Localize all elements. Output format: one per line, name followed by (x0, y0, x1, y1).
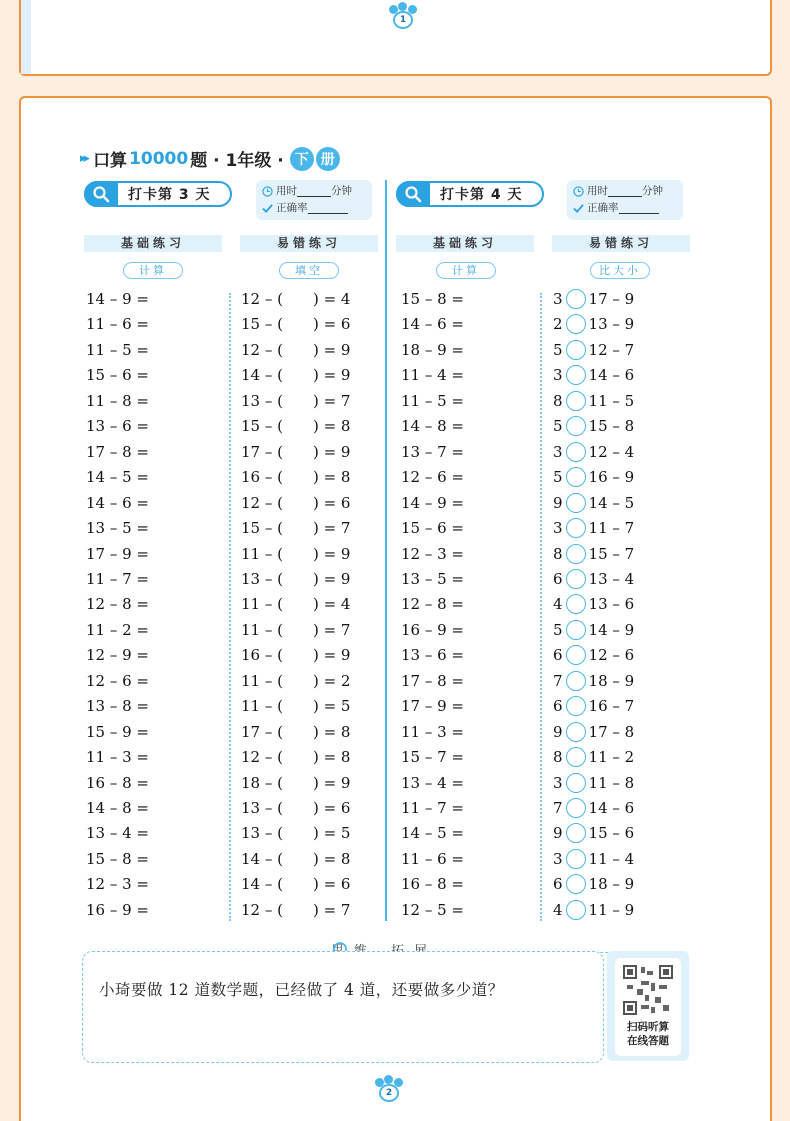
equation: 16 – 8 = (401, 875, 465, 893)
compare-row (553, 518, 634, 538)
equation: 14 – 6 = (86, 494, 150, 512)
equation: 13 – 7 = (401, 443, 465, 461)
section-heading: 易错练习 (240, 235, 378, 252)
clock-icon (262, 186, 273, 197)
compare-row (553, 569, 634, 589)
compare-row (553, 314, 634, 334)
equation: 14 – 5 = (401, 824, 465, 842)
equation: 11 – 2 = (86, 621, 150, 639)
fill-in-equation: 11 – ( ) = 7 (241, 621, 351, 639)
answer-circle[interactable] (566, 849, 586, 869)
answer-circle[interactable] (566, 645, 586, 665)
volume-badge: 册 (316, 147, 340, 171)
timing-box (256, 180, 372, 220)
fill-in-equation: 12 – ( ) = 7 (241, 901, 351, 919)
equation: 15 – 8 = (401, 290, 465, 308)
fill-in-equation: 15 – ( ) = 8 (241, 417, 351, 435)
timing-box (567, 180, 683, 220)
qr-caption (615, 1020, 681, 1048)
compare-left: 7 (553, 799, 563, 817)
compare-row (553, 645, 634, 665)
answer-circle[interactable] (566, 442, 586, 462)
equation: 12 – 5 = (401, 901, 465, 919)
equation: 11 – 3 = (86, 748, 150, 766)
paw-page-number-top (385, 2, 421, 32)
compare-row (553, 594, 634, 614)
column-divider (540, 293, 542, 921)
equation: 13 – 6 = (86, 417, 150, 435)
check-icon (262, 203, 273, 214)
compare-left: 5 (553, 621, 563, 639)
answer-circle[interactable] (566, 569, 586, 589)
time-unit: 分钟 (331, 185, 352, 197)
compare-left: 5 (553, 417, 563, 435)
answer-circle[interactable] (566, 314, 586, 334)
accuracy-blank[interactable] (619, 204, 659, 214)
answer-circle[interactable] (566, 416, 586, 436)
fill-in-equation: 15 – ( ) = 6 (241, 315, 351, 333)
equation: 11 – 5 = (401, 392, 465, 410)
compare-row (553, 798, 634, 818)
compare-right: 14 – 6 (588, 366, 635, 384)
equation: 15 – 8 = (86, 850, 150, 868)
fill-in-equation: 16 – ( ) = 9 (241, 646, 351, 664)
compare-row (553, 391, 634, 411)
answer-circle[interactable] (566, 874, 586, 894)
compare-left: 4 (553, 901, 563, 919)
section-tag: 计算 (436, 262, 496, 279)
compare-right: 17 – 8 (588, 723, 635, 741)
answer-circle[interactable] (566, 671, 586, 691)
compare-row (553, 467, 634, 487)
compare-row (553, 671, 634, 691)
day-divider (385, 180, 387, 921)
answer-circle[interactable] (566, 289, 586, 309)
compare-row (553, 696, 634, 716)
answer-circle[interactable] (566, 518, 586, 538)
fill-in-equation: 11 – ( ) = 9 (241, 545, 351, 563)
answer-circle[interactable] (566, 340, 586, 360)
page-number: 1 (393, 11, 413, 29)
answer-circle[interactable] (566, 722, 586, 742)
qr-card (615, 958, 681, 1056)
volume-badge: 下 (290, 147, 314, 171)
fill-in-equation: 14 – ( ) = 8 (241, 850, 351, 868)
section-tag: 计算 (123, 262, 183, 279)
section-heading: 基础练习 (84, 235, 222, 252)
compare-row (553, 773, 634, 793)
compare-row (553, 340, 634, 360)
fill-in-equation: 13 – ( ) = 7 (241, 392, 351, 410)
fill-in-equation: 11 – ( ) = 5 (241, 697, 351, 715)
word-problem: 小琦要做 12 道数学题，已经做了 4 道，还要做多少道？ (99, 981, 504, 999)
compare-left: 4 (553, 595, 563, 613)
fill-in-equation: 16 – ( ) = 8 (241, 468, 351, 486)
equation: 12 – 8 = (86, 595, 150, 613)
equation: 14 – 6 = (401, 315, 465, 333)
day-checkin-pill (84, 181, 232, 207)
compare-left: 8 (553, 748, 563, 766)
day-label: 打卡第 3 天 (128, 187, 211, 203)
compare-right: 13 – 6 (588, 595, 635, 613)
page-title (80, 146, 340, 171)
time-blank[interactable] (297, 187, 331, 197)
equation: 15 – 7 = (401, 748, 465, 766)
equation: 12 – 3 = (86, 875, 150, 893)
fill-in-equation: 14 – ( ) = 6 (241, 875, 351, 893)
fill-in-equation: 13 – ( ) = 6 (241, 799, 351, 817)
day-label: 打卡第 4 天 (440, 187, 523, 203)
day-checkin-pill (396, 181, 544, 207)
equation: 17 – 8 = (401, 672, 465, 690)
column-divider (229, 293, 231, 921)
page-edge-strip (21, 0, 31, 74)
compare-row (553, 722, 634, 742)
fill-in-equation: 14 – ( ) = 9 (241, 366, 351, 384)
answer-circle[interactable] (566, 823, 586, 843)
compare-row (553, 823, 634, 843)
answer-circle[interactable] (566, 467, 586, 487)
search-icon (84, 181, 118, 207)
search-icon (396, 181, 430, 207)
compare-row (553, 442, 634, 462)
compare-left: 3 (553, 519, 563, 537)
compare-right: 11 – 5 (588, 392, 635, 410)
fill-in-equation: 15 – ( ) = 7 (241, 519, 351, 537)
compare-left: 3 (553, 290, 563, 308)
compare-right: 15 – 6 (588, 824, 635, 842)
compare-right: 14 – 9 (588, 621, 635, 639)
compare-right: 11 – 8 (588, 774, 635, 792)
compare-left: 8 (553, 392, 563, 410)
compare-left: 2 (553, 315, 563, 333)
section-tag: 比大小 (590, 262, 650, 279)
compare-left: 7 (553, 672, 563, 690)
equation: 11 – 6 = (86, 315, 150, 333)
compare-right: 12 – 7 (588, 341, 635, 359)
compare-left: 5 (553, 468, 563, 486)
compare-right: 11 – 4 (588, 850, 635, 868)
compare-right: 11 – 2 (588, 748, 635, 766)
equation: 11 – 7 = (86, 570, 150, 588)
compare-row (553, 849, 634, 869)
compare-right: 13 – 9 (588, 315, 635, 333)
equation: 16 – 8 = (86, 774, 150, 792)
answer-circle[interactable] (566, 900, 586, 920)
compare-right: 15 – 8 (588, 417, 635, 435)
equation: 16 – 9 = (86, 901, 150, 919)
compare-left: 9 (553, 824, 563, 842)
equation: 18 – 9 = (401, 341, 465, 359)
compare-left: 9 (553, 494, 563, 512)
answer-circle[interactable] (566, 493, 586, 513)
clock-icon (573, 186, 584, 197)
compare-row (553, 747, 634, 767)
equation: 11 – 4 = (401, 366, 465, 384)
fill-in-equation: 12 – ( ) = 4 (241, 290, 351, 308)
compare-left: 6 (553, 875, 563, 893)
answer-circle[interactable] (566, 391, 586, 411)
time-unit: 分钟 (642, 185, 663, 197)
time-label: 用时 (587, 185, 608, 197)
answer-circle[interactable] (566, 747, 586, 767)
fill-in-equation: 18 – ( ) = 9 (241, 774, 351, 792)
compare-left: 6 (553, 646, 563, 664)
compare-right: 12 – 4 (588, 443, 635, 461)
equation: 11 – 7 = (401, 799, 465, 817)
equation: 11 – 5 = (86, 341, 150, 359)
qr-caption-line: 在线答题 (627, 1035, 669, 1047)
answer-circle[interactable] (566, 544, 586, 564)
compare-right: 11 – 9 (588, 901, 635, 919)
compare-left: 3 (553, 366, 563, 384)
equation: 17 – 8 = (86, 443, 150, 461)
answer-circle[interactable] (566, 798, 586, 818)
equation: 12 – 9 = (86, 646, 150, 664)
compare-right: 18 – 9 (588, 672, 635, 690)
compare-left: 9 (553, 723, 563, 741)
compare-row (553, 874, 634, 894)
equation: 15 – 6 = (86, 366, 150, 384)
equation: 11 – 8 = (86, 392, 150, 410)
compare-left: 5 (553, 341, 563, 359)
compare-right: 12 – 6 (588, 646, 635, 664)
equation: 11 – 6 = (401, 850, 465, 868)
equation: 13 – 4 = (401, 774, 465, 792)
compare-right: 14 – 5 (588, 494, 635, 512)
equation: 15 – 9 = (86, 723, 150, 741)
fill-in-equation: 11 – ( ) = 2 (241, 672, 351, 690)
equation: 14 – 5 = (86, 468, 150, 486)
thinking-question-box (82, 951, 604, 1063)
compare-right: 16 – 7 (588, 697, 635, 715)
equation: 12 – 6 = (401, 468, 465, 486)
equation: 13 – 4 = (86, 824, 150, 842)
compare-row (553, 416, 634, 436)
fill-in-equation: 13 – ( ) = 9 (241, 570, 351, 588)
answer-circle[interactable] (566, 620, 586, 640)
title-suffix: 题 · 1年级 · (190, 151, 284, 171)
equation: 12 – 8 = (401, 595, 465, 613)
compare-row (553, 365, 634, 385)
equation: 17 – 9 = (401, 697, 465, 715)
section-heading: 基础练习 (396, 235, 534, 252)
equation: 13 – 5 = (86, 519, 150, 537)
equation: 12 – 3 = (401, 545, 465, 563)
compare-right: 11 – 7 (588, 519, 635, 537)
compare-row (553, 493, 634, 513)
compare-left: 6 (553, 697, 563, 715)
compare-right: 13 – 4 (588, 570, 635, 588)
compare-right: 14 – 6 (588, 799, 635, 817)
qr-caption-line: 扫码听算 (627, 1021, 669, 1033)
paw-page-number-bottom (371, 1075, 407, 1105)
answer-circle[interactable] (566, 365, 586, 385)
fill-in-equation: 12 – ( ) = 9 (241, 341, 351, 359)
accuracy-label: 正确率 (276, 202, 308, 214)
qr-panel (607, 951, 689, 1061)
compare-right: 15 – 7 (588, 545, 635, 563)
equation: 14 – 8 = (86, 799, 150, 817)
equation: 13 – 8 = (86, 697, 150, 715)
accuracy-label: 正确率 (587, 202, 619, 214)
section-heading: 易错练习 (552, 235, 690, 252)
compare-row (553, 544, 634, 564)
equation: 14 – 8 = (401, 417, 465, 435)
compare-right: 17 – 9 (588, 290, 635, 308)
fill-in-equation: 11 – ( ) = 4 (241, 595, 351, 613)
title-prefix: 口算 (93, 151, 128, 171)
compare-row (553, 620, 634, 640)
equation: 14 – 9 = (401, 494, 465, 512)
fill-in-equation: 12 – ( ) = 6 (241, 494, 351, 512)
accuracy-blank[interactable] (308, 204, 348, 214)
fill-in-equation: 13 – ( ) = 5 (241, 824, 351, 842)
title-number: 10000 (129, 148, 189, 169)
paw-toe (398, 2, 407, 11)
time-label: 用时 (276, 185, 297, 197)
equation: 12 – 6 = (86, 672, 150, 690)
arrow-icon: ▸▸ (80, 151, 88, 166)
equation: 14 – 9 = (86, 290, 150, 308)
compare-right: 16 – 9 (588, 468, 635, 486)
equation: 13 – 6 = (401, 646, 465, 664)
check-icon (573, 203, 584, 214)
compare-row (553, 289, 634, 309)
fill-in-equation: 17 – ( ) = 8 (241, 723, 351, 741)
equation: 11 – 3 = (401, 723, 465, 741)
equation: 16 – 9 = (401, 621, 465, 639)
paw-toe (384, 1075, 393, 1084)
fill-in-equation: 12 – ( ) = 8 (241, 748, 351, 766)
compare-left: 3 (553, 850, 563, 868)
compare-row (553, 900, 634, 920)
compare-left: 3 (553, 443, 563, 461)
equation: 15 – 6 = (401, 519, 465, 537)
answer-circle[interactable] (566, 773, 586, 793)
page-number: 2 (379, 1084, 399, 1102)
section-tag: 填空 (279, 262, 339, 279)
compare-left: 3 (553, 774, 563, 792)
equation: 13 – 5 = (401, 570, 465, 588)
compare-left: 8 (553, 545, 563, 563)
fill-in-equation: 17 – ( ) = 9 (241, 443, 351, 461)
compare-right: 18 – 9 (588, 875, 635, 893)
answer-circle[interactable] (566, 696, 586, 716)
qr-code-icon[interactable] (623, 965, 673, 1015)
compare-left: 6 (553, 570, 563, 588)
answer-circle[interactable] (566, 594, 586, 614)
time-blank[interactable] (608, 187, 642, 197)
equation: 17 – 9 = (86, 545, 150, 563)
